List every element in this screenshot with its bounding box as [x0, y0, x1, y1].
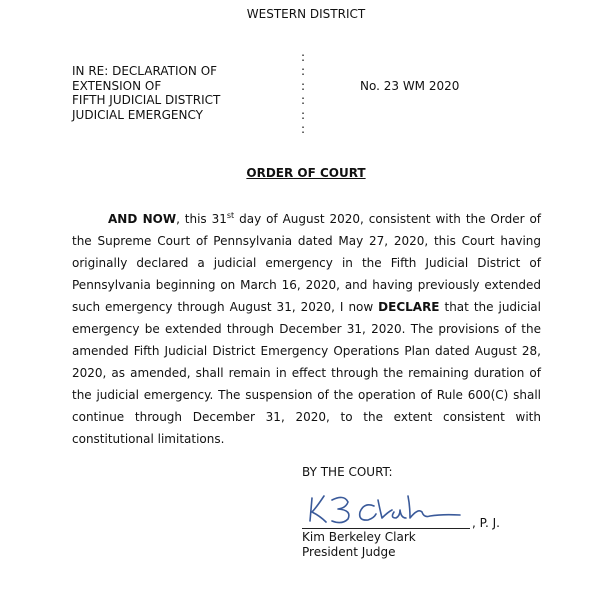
body-text-segment: day of August 2020, consistent with the Order of the Supreme Court of Pennsylvania dated May 27, 2020, this Court having originally declared a judicial emergency in the Fifth Judicial District of Pennsylvania beginning on March 16, 2020, and having previously extended such emergency through August 31, 2020, I now: [72, 212, 542, 314]
order-title: ORDER OF COURT: [246, 166, 366, 180]
body-text-segment: , this 31: [176, 212, 227, 226]
caption-colon: :: [301, 78, 306, 93]
caption-colon: :: [301, 93, 306, 107]
district-heading: WESTERN DISTRICT: [246, 7, 366, 21]
caption-line: EXTENSION OF: [72, 78, 162, 93]
signer-name: Kim Berkeley Clark: [302, 530, 416, 544]
caption-colon: :: [301, 122, 306, 136]
signature-line: [302, 528, 470, 529]
caption-colon: :: [301, 49, 306, 64]
caption-line: FIFTH JUDICIAL DISTRICT: [72, 93, 221, 107]
order-body: [72, 208, 541, 450]
caption-line: IN RE: DECLARATION OF: [72, 64, 218, 78]
signature-suffix: , P. J.: [472, 516, 500, 530]
ordinal-suffix: st: [226, 211, 235, 220]
docket-number: No. 23 WM 2020: [360, 79, 460, 93]
declare-keyword: DECLARE: [378, 300, 440, 314]
signer-title: President Judge: [302, 545, 396, 559]
caption-line: JUDICIAL EMERGENCY: [72, 107, 203, 122]
body-text-segment: that the judicial emergency be extended through December 31, 2020. The provisions of the amended Fifth Judicial District Emergency Operations Plan dated August 28, 2020, as amended, shall remain in effect through the remaining duration of the judicial emergency. The suspension of the operation of Rule 600(C) shall continue through December 31, 2020, to the extent consistent with constitutional limitations.: [72, 300, 541, 446]
by-the-court-label: BY THE COURT:: [302, 465, 393, 479]
and-now-lead: AND NOW: [108, 212, 177, 226]
handwritten-signature: [302, 488, 472, 530]
caption-colon: :: [301, 64, 306, 78]
caption-colon: :: [301, 107, 306, 122]
